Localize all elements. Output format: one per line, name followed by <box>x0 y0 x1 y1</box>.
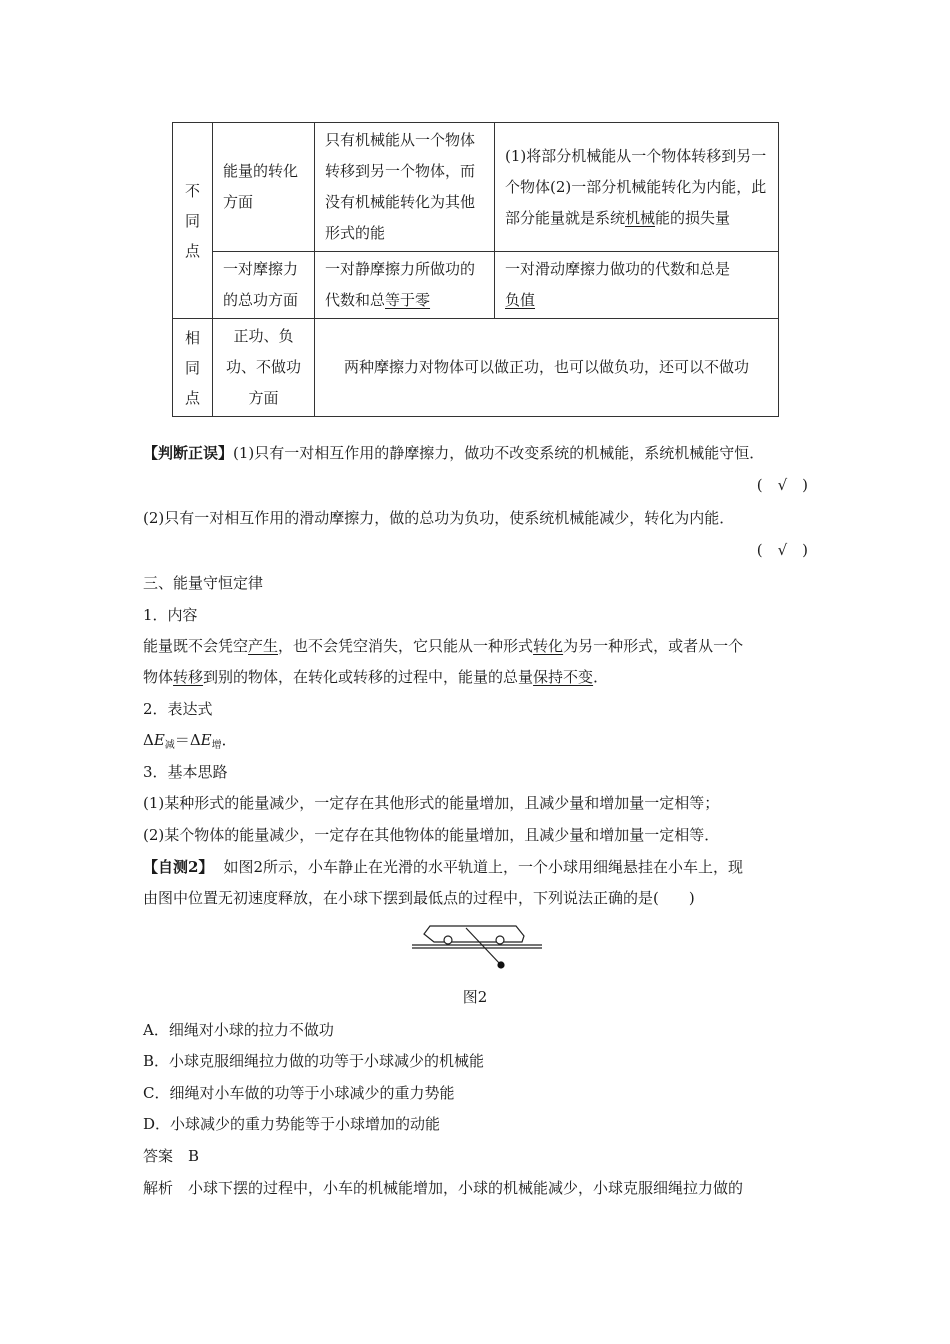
sliding-friction-work <box>495 252 779 319</box>
sliding-work-text: 一对滑动摩擦力做功的代数和总是 <box>505 260 731 278</box>
approach-2: (2)某个物体的能量减少，一定存在其他物体的能量增加，且减少量和增加量一定相等． <box>143 826 720 844</box>
ball <box>497 961 504 968</box>
same-header-char: 同 <box>184 358 200 377</box>
text-span: 为另一种形式，或者从一个 <box>563 637 744 655</box>
static-work-text: 一对静摩擦力所做功的代数和总 <box>325 260 476 309</box>
cart-pendulum-figure <box>412 918 542 974</box>
aspect-total-work: 一对摩擦力的总功方面 <box>213 252 315 319</box>
question-line2: 由图中位置无初速度释放，在小球下摆到最低点的过程中，下列说法正确的是( ) <box>143 889 695 907</box>
same-header-char: 点 <box>184 388 200 407</box>
same-header-cell <box>173 319 213 417</box>
text-span: 物体 <box>143 668 174 686</box>
aspect-work-sign: 正功、负功、不做功方面 <box>213 319 315 417</box>
approach-1: (1)某种形式的能量减少，一定存在其他形式的能量增加，且减少量和增加量一定相等； <box>143 794 720 812</box>
static-friction-work <box>315 252 495 319</box>
subheading-expression: 2．表达式 <box>143 700 213 718</box>
option-c: C．细绳对小车做的功等于小球减少的重力势能 <box>143 1084 455 1102</box>
analysis: 解析 小球下摆的过程中，小车的机械能增加，小球的机械能减少，小球克服细绳拉力做的 <box>143 1179 744 1197</box>
period: ． <box>221 731 237 749</box>
diff-header-char: 同 <box>184 211 200 230</box>
subheading-approach: 3．基本思路 <box>143 763 228 781</box>
text-span: 能量既不会凭空 <box>143 637 249 655</box>
underlined-answer: 产生 <box>248 637 279 655</box>
diff-header-char: 不 <box>184 181 200 200</box>
underlined-answer: 机械 <box>625 208 656 227</box>
equals-sign: ＝ <box>174 731 190 749</box>
static-friction-conversion: 只有机械能从一个物体转移到另一个物体，而没有机械能转化为其他形式的能 <box>315 123 495 252</box>
judge-item-1 <box>143 442 764 464</box>
cart-wheel <box>444 936 452 944</box>
section-title: 三、能量守恒定律 <box>143 574 264 592</box>
question-line1 <box>143 856 743 878</box>
selftest-tag: 【自测2】 <box>143 858 214 876</box>
sliding-friction-conversion <box>495 123 779 252</box>
underlined-answer: 转化 <box>533 637 564 655</box>
option-d: D．小球减少的重力势能等于小球增加的动能 <box>143 1115 441 1133</box>
sliding-conversion-line1: (1)将部分机械能从一个物体转移到另一个物体 <box>505 146 767 196</box>
judge-answer-1: ( √ ) <box>756 476 808 494</box>
delta-symbol: Δ <box>143 731 154 749</box>
subscript: 增 <box>211 740 222 751</box>
text-span: ，也不会凭空消失，它只能从一种形式 <box>278 637 534 655</box>
text-span: ． <box>593 668 609 686</box>
judge-answer-2: ( √ ) <box>756 541 808 559</box>
energy-symbol: E <box>200 731 212 749</box>
subheading-content: 1．内容 <box>143 606 198 624</box>
option-a: A．细绳对小球的拉力不做功 <box>143 1021 334 1039</box>
string-line <box>466 928 501 965</box>
diff-header-char: 点 <box>184 241 200 260</box>
judge-item-2: (2)只有一对相互作用的滑动摩擦力，做的总功为负功，使系统机械能减少，转化为内能． <box>143 509 735 527</box>
answer: 答案 B <box>143 1147 200 1165</box>
delta-symbol: Δ <box>189 731 201 749</box>
cart-body <box>424 926 524 942</box>
aspect-energy-conversion: 能量的转化方面 <box>213 123 315 252</box>
subscript: 减 <box>164 740 175 751</box>
question-text: 如图2所示，小车静止在光滑的水平轨道上，一个小球用细绳悬挂在小车上，现 <box>223 858 743 876</box>
option-b: B．小球克服细绳拉力做的功等于小球减少的机械能 <box>143 1052 485 1070</box>
table-row <box>173 319 779 417</box>
same-header-char: 相 <box>184 328 200 347</box>
text-span: 到别的物体，在转化或转移的过程中，能量的总量 <box>203 668 534 686</box>
figure-caption: 图2 <box>462 988 488 1006</box>
energy-symbol: E <box>153 731 165 749</box>
energy-expression <box>143 729 237 757</box>
sliding-conversion-line2b: 能的损失量 <box>655 208 731 227</box>
common-point-text: 两种摩擦力对物体可以做正功，也可以做负功，还可以不做功 <box>315 319 779 417</box>
judge-tag: 【判断正误】 <box>143 444 234 462</box>
content-paragraph-line1 <box>143 635 743 657</box>
diff-header-cell <box>173 123 213 319</box>
judge-text-1: (1)只有一对相互作用的静摩擦力，做功不改变系统的机械能，系统机械能守恒． <box>233 444 765 462</box>
table-row <box>173 123 779 252</box>
cart-wheel <box>496 936 504 944</box>
underlined-answer: 等于零 <box>385 291 431 309</box>
table-row <box>173 252 779 319</box>
sliding-conversion-line2a: (2)一部分机械能转化为内能，此部分能量就是系统 <box>505 177 767 227</box>
comparison-table <box>172 122 779 417</box>
underlined-answer: 转移 <box>173 668 204 686</box>
content-paragraph-line2 <box>143 666 608 688</box>
underlined-answer: 负值 <box>505 291 536 309</box>
underlined-answer: 保持不变 <box>533 668 594 686</box>
